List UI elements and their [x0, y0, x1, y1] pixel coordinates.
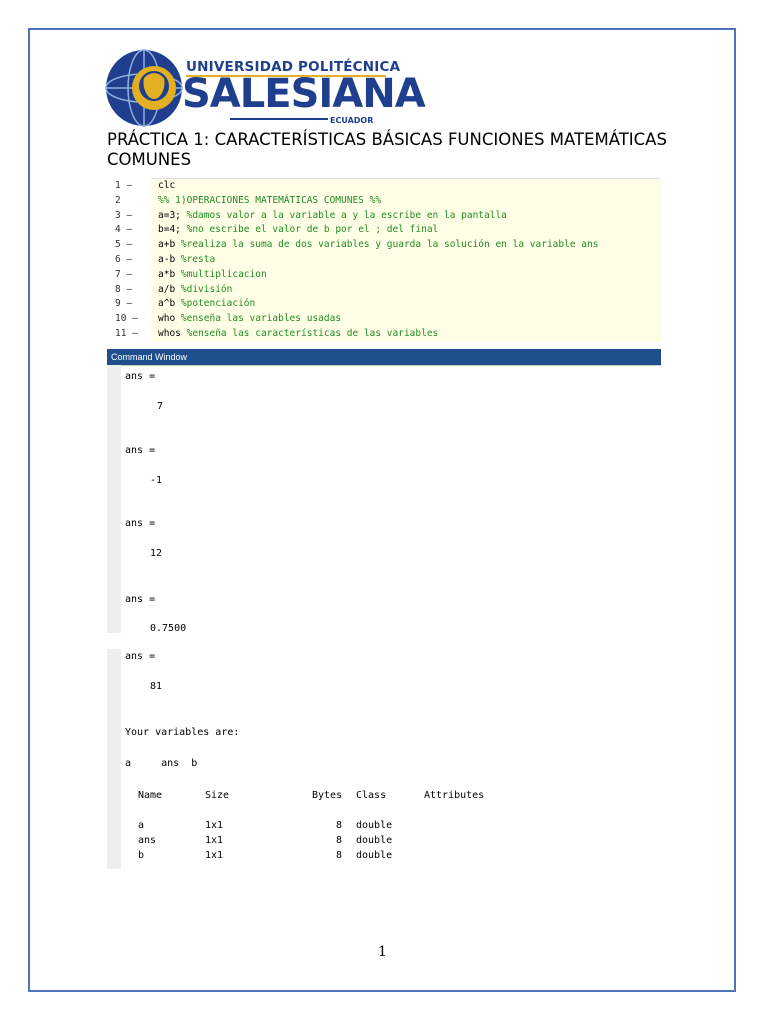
result-value: 7: [157, 401, 164, 412]
code-comment: %resta: [175, 254, 216, 265]
code-text: [158, 253, 215, 267]
code-line[interactable]: [107, 223, 661, 237]
logo-name-text: SALESIANA: [182, 71, 425, 117]
code-line[interactable]: [107, 297, 661, 311]
code-text: [158, 312, 341, 326]
whos-cell-class: double: [356, 820, 393, 831]
code-comment: %damos valor a la variable a y la escribe en la pantalla: [180, 209, 507, 221]
code-statement: a/b: [158, 283, 176, 295]
line-number: 3 –: [115, 209, 133, 221]
code-text: [158, 209, 507, 223]
line-number: 10 –: [115, 313, 138, 325]
who-heading: Your variables are:: [125, 727, 240, 738]
who-variable-list: a ans b: [125, 758, 198, 769]
whos-cell-class: double: [356, 850, 393, 861]
code-comment: %realiza la suma de dos variables y guarda la solución en la variable ans: [175, 239, 599, 251]
code-comment: %potenciación: [175, 298, 256, 310]
logo-country-text: ECUADOR: [330, 116, 374, 125]
whos-cell-size: 1x1: [205, 835, 224, 846]
logo-underline: [230, 118, 328, 120]
line-number: 6 –: [115, 254, 133, 265]
code-text: [158, 327, 438, 341]
command-window-margin: [107, 365, 121, 633]
whos-cell-bytes: 8: [336, 820, 343, 831]
whos-header-name: Name: [138, 790, 163, 801]
code-text: [158, 238, 598, 252]
code-line[interactable]: [107, 268, 661, 282]
whos-cell-class: double: [356, 835, 393, 846]
ans-label: ans =: [125, 651, 156, 662]
line-number: 7 –: [115, 268, 133, 280]
code-text: [158, 194, 381, 208]
command-window-divider: [107, 365, 661, 366]
command-window-margin: [107, 649, 121, 869]
ans-label: ans =: [125, 445, 156, 456]
ans-label: ans =: [125, 594, 156, 605]
whos-header-attributes: Attributes: [424, 790, 485, 801]
code-editor[interactable]: [107, 178, 661, 342]
line-number: 2: [115, 194, 121, 206]
line-number: 8 –: [115, 283, 133, 295]
code-comment: %enseña las características de las variables: [180, 328, 439, 339]
code-line[interactable]: [107, 209, 661, 223]
page-title: PRÁCTICA 1: CARACTERÍSTICAS BÁSICAS FUNCIONES MATEMÁTICAS COMUNES: [107, 130, 667, 169]
code-line[interactable]: [107, 238, 661, 252]
line-number: 4 –: [115, 224, 133, 236]
command-window-header: Command Window: [107, 349, 661, 365]
globe-icon: [104, 48, 194, 128]
code-line[interactable]: [107, 327, 661, 341]
code-text: [158, 268, 267, 282]
code-statement: a*b: [158, 268, 176, 280]
code-comment: %multiplicacion: [175, 268, 267, 280]
code-text: [158, 179, 175, 193]
result-value: -1: [150, 475, 163, 486]
code-comment: %no escribe el valor de b por el ; del final: [180, 224, 439, 236]
ans-label: ans =: [125, 371, 156, 382]
result-value: 12: [150, 548, 163, 559]
code-comment: %división: [175, 283, 233, 295]
result-value: 0.7500: [150, 623, 187, 634]
code-statement: a=3;: [158, 209, 181, 221]
code-line[interactable]: [107, 194, 661, 208]
code-line[interactable]: [107, 312, 661, 326]
code-line[interactable]: [107, 283, 661, 297]
code-statement: a^b: [158, 298, 176, 310]
whos-cell-name: ans: [138, 835, 157, 846]
whos-header-bytes: Bytes: [312, 790, 343, 801]
logo-university-text: UNIVERSIDAD POLITÉCNICA: [186, 59, 401, 75]
code-statement: whos: [158, 328, 181, 339]
code-statement: a+b: [158, 239, 176, 251]
code-comment: %% 1)OPERACIONES MATEMÁTICAS COMUNES %%: [158, 194, 382, 206]
line-number: 9 –: [115, 298, 133, 310]
whos-cell-name: b: [138, 850, 145, 861]
whos-cell-bytes: 8: [336, 850, 343, 861]
line-number: 11 –: [115, 328, 138, 339]
code-line[interactable]: [107, 179, 661, 193]
whos-header-class: Class: [356, 790, 387, 801]
page-number: 1: [378, 944, 387, 960]
code-statement: who: [158, 313, 176, 325]
code-line[interactable]: [107, 253, 661, 267]
line-number: 1 –: [115, 180, 133, 191]
result-value: 81: [150, 681, 163, 692]
line-number: 5 –: [115, 239, 133, 251]
ans-label: ans =: [125, 518, 156, 529]
code-text: [158, 297, 255, 311]
code-text: [158, 223, 438, 237]
code-statement: b=4;: [158, 224, 181, 236]
code-comment: %enseña las variables usadas: [175, 313, 342, 325]
whos-cell-size: 1x1: [205, 820, 224, 831]
whos-cell-size: 1x1: [205, 850, 224, 861]
code-statement: clc: [158, 180, 176, 191]
whos-cell-name: a: [138, 820, 145, 831]
whos-header-size: Size: [205, 790, 230, 801]
code-text: [158, 283, 232, 297]
whos-cell-bytes: 8: [336, 835, 343, 846]
text-highlight: [0, 0, 10, 62]
code-statement: a-b: [158, 254, 176, 265]
